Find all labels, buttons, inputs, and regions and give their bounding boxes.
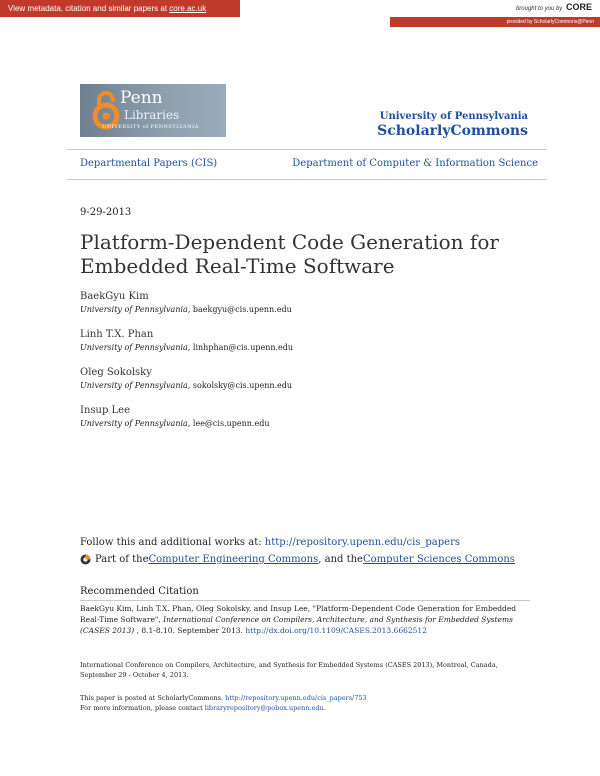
core-logo[interactable]: CORE [565,2,592,12]
department-link[interactable]: Department of Computer & Information Science [292,158,538,169]
doi-link[interactable]: http://dx.doi.org/10.1109/CASES.2013.6662512 [245,626,427,635]
author-email: , linhphan@cis.upenn.edu [187,343,294,352]
author-affiliation [80,419,520,428]
author-name: BaekGyu Kim [80,291,149,302]
core-banner [0,0,240,17]
author-affiliation [80,305,520,314]
follow-line [80,537,460,548]
affiliation-name: University of Pennsylvania [80,305,188,314]
brought-text: brought to you by [515,6,563,12]
posted-note [80,693,525,713]
core-banner-text: View metadata, citation and similar papers at [8,4,170,13]
author-name: Oleg Sokolsky [80,367,152,378]
repository-link[interactable]: http://repository.upenn.edu/cis_papers [264,537,460,548]
publication-date: 9-29-2013 [80,207,132,218]
affiliation-name: University of Pennsylvania [80,343,188,352]
logo-penn: Penn [120,88,163,108]
divider [67,149,547,150]
author-entry [80,291,520,314]
computer-engineering-commons-link[interactable]: Computer Engineering Commons [148,554,319,565]
divider [80,600,530,601]
affiliation-name: University of Pennsylvania [80,381,188,390]
computer-sciences-commons-link[interactable]: Computer Sciences Commons [362,554,515,565]
core-link[interactable]: core.ac.uk [169,4,207,13]
citation-pages: , 8.1-8.10. September 2013. [134,626,246,635]
provided-by: provided by ScholarlyCommons@Penn [390,17,600,27]
logo-libraries: Libraries [124,108,180,122]
contact-email-link[interactable]: libraryrepository@pobox.upenn.edu [204,704,324,712]
paper-link[interactable]: http://repository.upenn.edu/cis_papers/753 [225,694,367,702]
contact-text: For more information, please contact [80,704,205,712]
department-papers-link[interactable]: Departmental Papers (CIS) [80,158,218,169]
affiliation-name: University of Pennsylvania [80,419,188,428]
author-name: Insup Lee [80,405,131,416]
author-entry [80,367,520,390]
part-of-middle: , and the [318,554,363,565]
core-brand [516,2,592,12]
author-affiliation [80,381,520,390]
follow-text: Follow this and additional works at: [80,537,265,548]
author-name: Linh T.X. Phan [80,329,154,340]
author-entry [80,329,520,352]
core-header [0,0,600,28]
author-email: , sokolsky@cis.upenn.edu [187,381,293,390]
divider [67,179,547,180]
author-email: , baekgyu@cis.upenn.edu [187,305,292,314]
contact-end: . [323,704,326,712]
penn-libraries-logo[interactable] [80,84,226,137]
citation-text: BaekGyu Kim, Linh T.X. Phan, Oleg Sokolsky, and Insup Lee, "Platform-Dependent Code Generation for Embedded Real-Time Software", [80,604,517,624]
citation-venue: International Conference on Compilers, Architecture, and Synthesis for Embedded Systems (CASES 2013) [80,615,513,635]
part-of-prefix: Part of the [95,554,149,565]
part-of-line [80,554,515,565]
repository-university[interactable]: University of Pennsylvania [379,111,528,122]
repository-name[interactable]: ScholarlyCommons [377,123,528,139]
author-entry [80,405,520,428]
commons-icon [80,554,91,565]
paper-title: Platform-Dependent Code Generation for Embedded Real-Time Software [80,230,499,278]
recommended-citation-heading: Recommended Citation [80,586,199,597]
conference-note: International Conference on Compilers, Architecture, and Synthesis for Embedded Systems (CASES 2013), Montreal, Canada, September 29 - October 4, 2013. [80,661,498,679]
author-email: , lee@cis.upenn.edu [187,419,270,428]
posted-text: This paper is posted at ScholarlyCommons. [80,694,226,702]
logo-university: UNIVERSITY of PENNSYLVANIA [102,124,199,130]
author-affiliation [80,343,520,352]
recommended-citation [80,603,520,636]
